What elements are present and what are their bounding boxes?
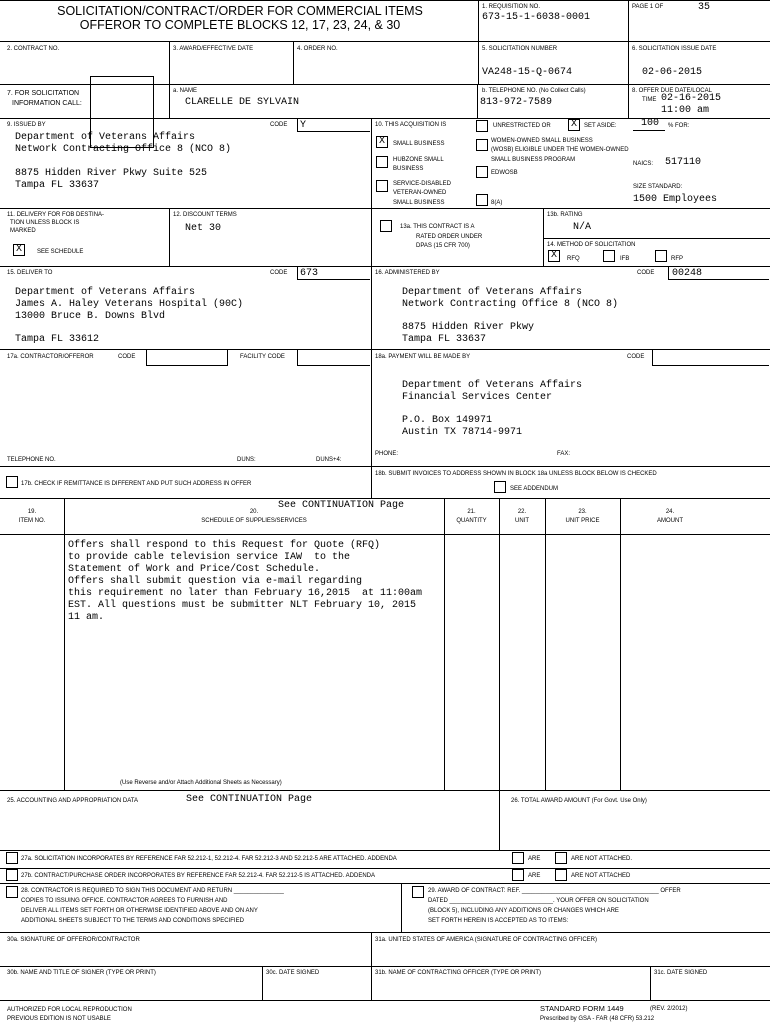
block-29-line-3: (BLOCK 5), INCLUDING ANY ADDITIONS OR CHANGES WHICH ARE <box>428 908 619 914</box>
unit-price-num: 23. <box>578 509 587 515</box>
rfp-label: RFP <box>671 256 683 262</box>
schedule-label: SCHEDULE OF SUPPLIES/SERVICES <box>201 518 307 524</box>
issued-by-label: 9. ISSUED BY <box>7 122 46 128</box>
issue-date-value[interactable]: 02-06-2015 <box>642 67 703 78</box>
sdvosb-label-1: SERVICE-DISABLED <box>393 181 451 187</box>
percent-for-label: % FOR: <box>668 123 690 129</box>
set-aside-percent: 100 <box>641 118 660 129</box>
sdvosb-label-2: VETERAN-OWNED <box>393 190 447 196</box>
schedule-line: to provide cable television service IAW to the <box>68 552 351 563</box>
admin-code-value: 00248 <box>672 268 703 279</box>
clause-27a-checkbox[interactable] <box>6 852 18 864</box>
clause-27b-are: ARE <box>528 873 541 879</box>
telephone-value[interactable]: 813-972-7589 <box>480 97 553 108</box>
total-award-label: 26. TOTAL AWARD AMOUNT (For Govt. Use Only) <box>511 798 647 804</box>
contract-no-label: 2. CONTRACT NO. <box>7 46 60 52</box>
accounting-value[interactable]: See CONTINUATION Page <box>186 794 313 805</box>
clause-27a-are-not-checkbox[interactable] <box>555 852 567 864</box>
solicitation-number-value[interactable]: VA248-15-Q-0674 <box>482 67 573 78</box>
admin-line-3: 8875 Hidden River Pkwy <box>402 322 535 333</box>
small-business-checkbox[interactable]: X <box>376 136 388 148</box>
block-28-line-2: COPIES TO ISSUING OFFICE. CONTRACTOR AGREES TO FURNISH AND <box>21 898 228 904</box>
hubzone-checkbox[interactable] <box>376 156 388 168</box>
wosb-label-3: SMALL BUSINESS PROGRAM <box>491 157 576 163</box>
remittance-label: 17b. CHECK IF REMITTANCE IS DIFFERENT AND PUT SUCH ADDRESS IN OFFER <box>21 481 252 487</box>
payment-code-field[interactable] <box>652 350 769 366</box>
offer-due-label: 8. OFFER DUE DATE/LOCAL <box>632 88 712 94</box>
unit-num: 22. <box>517 509 527 515</box>
deliver-to-label: 15. DELIVER TO <box>7 270 53 276</box>
sdvosb-label-3: SMALL BUSINESS <box>393 200 445 206</box>
solicitation-info-label-2: INFORMATION CALL: <box>12 100 82 107</box>
deliver-code-value: 673 <box>300 268 319 279</box>
clause-27b-are-checkbox[interactable] <box>512 869 524 881</box>
see-schedule-checkbox[interactable]: X <box>13 244 25 256</box>
payment-line-1: Department of Veterans Affairs <box>402 380 583 391</box>
solicitation-info-label: 7. FOR SOLICITATION <box>7 90 80 97</box>
issued-line-4: Tampa FL 33637 <box>15 180 100 191</box>
rating-label: 13b. RATING <box>547 212 583 218</box>
payment-code-label: CODE <box>627 354 645 360</box>
usa-signature-label: 31a. UNITED STATES OF AMERICA (SIGNATURE OF CONTRACTING OFFICER) <box>375 937 598 943</box>
payment-line-4: Austin TX 78714-9971 <box>402 427 523 438</box>
rating-value[interactable]: N/A <box>573 222 592 233</box>
edwosb-checkbox[interactable] <box>476 166 488 178</box>
offer-due-time-label: TIME <box>642 97 657 103</box>
admin-code-label: CODE <box>637 270 655 276</box>
method-label: 14. METHOD OF SOLICITATION <box>547 242 636 248</box>
page-label: PAGE 1 OF <box>632 4 664 10</box>
wosb-label-1: WOMEN-OWNED SMALL BUSINESS <box>491 138 593 144</box>
size-standard-label: SIZE STANDARD: <box>633 184 683 190</box>
issued-line-3: 8875 Hidden River Pkwy Suite 525 <box>15 168 208 179</box>
issued-code-label: CODE <box>270 122 288 128</box>
issued-code-field[interactable] <box>297 119 370 132</box>
block-29-line-4: SET FORTH HEREIN IS ACCEPTED AS TO ITEMS: <box>428 918 569 924</box>
schedule-continuation: See CONTINUATION Page <box>278 500 405 511</box>
deliver-code-label: CODE <box>270 270 288 276</box>
rated-order-label-2: RATED ORDER UNDER <box>416 234 483 240</box>
schedule-line: Offers shall respond to this Request for Quote (RFQ) <box>68 540 381 551</box>
clause-27b-are-not: ARE NOT ATTACHED <box>571 873 631 879</box>
schedule-line: Statement of Work and Price/Cost Schedule. <box>68 564 321 575</box>
clause-27b-are-not-checkbox[interactable] <box>555 869 567 881</box>
acquisition-label: 10. THIS ACQUISITION IS <box>375 122 447 128</box>
wosb-checkbox[interactable] <box>476 139 488 151</box>
issued-line-2: Network Contracting Office 8 (NCO 8) <box>15 144 232 155</box>
schedule-text <box>68 540 422 624</box>
remittance-checkbox[interactable] <box>6 476 18 488</box>
footer-authorized: AUTHORIZED FOR LOCAL REPRODUCTION <box>7 1007 132 1013</box>
contractor-telephone-label: TELEPHONE NO. <box>7 457 56 463</box>
footer-previous-edition: PREVIOUS EDITION IS NOT USABLE <box>7 1016 111 1022</box>
issued-line-1: Department of Veterans Affairs <box>15 132 196 143</box>
addendum-label: SEE ADDENDUM <box>510 486 559 492</box>
submit-invoices-label: 18b. SUBMIT INVOICES TO ADDRESS SHOWN IN BLOCK 18a UNLESS BLOCK BELOW IS CHECKED <box>375 471 657 477</box>
ifb-checkbox[interactable] <box>603 250 615 262</box>
ifb-label: IFB <box>620 256 630 262</box>
requisition-value[interactable]: 673-15-1-6038-0001 <box>482 12 591 23</box>
award-date-label: 3. AWARD/EFFECTIVE DATE <box>173 46 254 52</box>
payment-label: 18a. PAYMENT WILL BE MADE BY <box>375 354 471 360</box>
rfq-label: RFQ <box>567 256 580 262</box>
deliver-line-3: 13000 Bruce B. Downs Blvd <box>15 311 166 322</box>
naics-label: NAICS: <box>633 161 654 167</box>
rfp-checkbox[interactable] <box>655 250 667 262</box>
clause-27a-are-not: ARE NOT ATTACHED. <box>571 856 633 862</box>
clause-27a-are: ARE <box>528 856 541 862</box>
footer-prescribed: Prescribed by GSA - FAR (48 CFR) 53.212 <box>540 1016 655 1022</box>
rated-order-label-3: DPAS (15 CFR 700) <box>416 243 470 249</box>
schedule-footnote: (Use Reverse and/or Attach Additional Sheets as Necessary) <box>120 780 282 786</box>
small-business-label: SMALL BUSINESS <box>393 141 445 147</box>
delivery-label-2: TION UNLESS BLOCK IS <box>10 220 80 226</box>
administered-by-label: 16. ADMINISTERED BY <box>375 270 440 276</box>
contractor-code-field[interactable] <box>146 350 228 366</box>
quantity-num: 21. <box>467 509 476 515</box>
duns-plus-label: DUNS+4: <box>316 457 342 463</box>
duns-label: DUNS: <box>237 457 256 463</box>
clause-27b-label: 27b. CONTRACT/PURCHASE ORDER INCORPORATES BY REFERENCE FAR 52.212-4. FAR 52.212-5 IS ATTACHED. ADDENDA <box>21 873 375 879</box>
signer-name-label: 30b. NAME AND TITLE OF SIGNER (TYPE OR PRINT) <box>7 970 156 976</box>
set-aside-label: SET ASIDE: <box>584 123 617 129</box>
size-standard-value[interactable]: 1500 Employees <box>633 194 718 205</box>
delivery-label-1: 11. DELIVERY FOR FOB DESTINA- <box>7 212 105 218</box>
deliver-line-1: Department of Veterans Affairs <box>15 287 196 298</box>
item-no-label: ITEM NO. <box>18 518 46 524</box>
naics-value[interactable]: 517110 <box>665 157 702 168</box>
solicitation-number-label: 5. SOLICITATION NUMBER <box>482 46 558 52</box>
unit-price-label: UNIT PRICE <box>565 518 600 524</box>
schedule-line: EST. All questions must be submitter NLT February 10, 2015 <box>68 600 417 611</box>
offeror-date-label: 30c. DATE SIGNED <box>266 970 320 976</box>
block-29-line-2: DATED _______________________________. YOUR OFFER ON SOLICITATION <box>428 898 649 904</box>
quantity-label: QUANTITY <box>456 518 487 524</box>
offer-due-time[interactable]: 11:00 am <box>661 105 710 116</box>
discount-terms-label: 12. DISCOUNT TERMS <box>173 212 237 218</box>
sdvosb-checkbox[interactable] <box>376 180 388 192</box>
admin-line-1: Department of Veterans Affairs <box>402 287 583 298</box>
unrestricted-checkbox[interactable] <box>476 120 488 132</box>
facility-code-label: FACILITY CODE <box>240 354 285 360</box>
deliver-line-4: Tampa FL 33612 <box>15 334 100 345</box>
officer-date-label: 31c. DATE SIGNED <box>654 970 708 976</box>
contractor-code-label: CODE <box>118 354 136 360</box>
form-subtitle: OFFEROR TO COMPLETE BLOCKS 12, 17, 23, 24, & 30 <box>79 18 401 32</box>
rated-order-label-1: 13a. THIS CONTRACT IS A <box>400 224 475 230</box>
edwosb-label: EDWOSB <box>491 170 518 176</box>
block-28-line-1: 28. CONTRACTOR IS REQUIRED TO SIGN THIS DOCUMENT AND RETURN _______________ <box>21 888 284 894</box>
set-aside-checkbox[interactable]: X <box>568 119 580 131</box>
hubzone-label-1: HUBZONE SMALL <box>393 157 444 163</box>
offer-due-date[interactable]: 02-16-2015 <box>661 93 722 104</box>
amount-num: 24. <box>665 509 675 515</box>
addendum-checkbox[interactable] <box>494 481 506 493</box>
eight-a-checkbox[interactable] <box>476 194 488 206</box>
payment-phone-label: PHONE: <box>375 451 399 457</box>
block-28-checkbox[interactable] <box>6 886 18 898</box>
clause-27a-are-checkbox[interactable] <box>512 852 524 864</box>
unrestricted-label: UNRESTRICTED OR <box>493 123 551 129</box>
accounting-label: 25. ACCOUNTING AND APPROPRIATION DATA <box>7 798 139 804</box>
admin-line-4: Tampa FL 33637 <box>402 334 487 345</box>
eight-a-label: 8(A) <box>491 200 503 206</box>
rfq-checkbox[interactable]: X <box>548 250 560 262</box>
amount-label: AMOUNT <box>657 518 683 524</box>
facility-code-field[interactable] <box>297 350 370 366</box>
issued-code-value: Y <box>300 120 307 131</box>
issue-date-label: 6. SOLICITATION ISSUE DATE <box>632 46 717 52</box>
clause-27b-checkbox[interactable] <box>6 869 18 881</box>
form-title: SOLICITATION/CONTRACT/ORDER FOR COMMERCIAL ITEMS <box>57 4 423 18</box>
item-no-num: 19. <box>27 509 37 515</box>
officer-name-label: 31b. NAME OF CONTRACTING OFFICER (TYPE OR PRINT) <box>375 970 542 976</box>
contact-name-value[interactable]: CLARELLE DE SYLVAIN <box>185 97 300 108</box>
schedule-line: Offers shall submit question via e-mail regarding <box>68 576 363 587</box>
block-29-checkbox[interactable] <box>412 886 424 898</box>
admin-line-2: Network Contracting Office 8 (NCO 8) <box>402 299 619 310</box>
payment-fax-label: FAX: <box>557 451 571 457</box>
wosb-label-2: (WOSB) ELIGIBLE UNDER THE WOMEN-OWNED <box>491 147 629 153</box>
deliver-line-2: James A. Haley Veterans Hospital (90C) <box>15 299 244 310</box>
hubzone-label-2: BUSINESS <box>393 166 424 172</box>
block-28-line-3: DELIVER ALL ITEMS SET FORTH OR OTHERWISE IDENTIFIED ABOVE AND ON ANY <box>21 908 258 914</box>
footer-form-name: STANDARD FORM 1449 <box>540 1004 624 1013</box>
contractor-label: 17a. CONTRACTOR/OFFEROR <box>7 354 94 360</box>
block-28-line-4: ADDITIONAL SHEETS SUBJECT TO THE TERMS AND CONDITIONS SPECIFIED <box>21 918 244 924</box>
delivery-label-3: MARKED <box>10 228 36 234</box>
rated-order-checkbox[interactable] <box>380 220 392 232</box>
schedule-line: this requirement no later than February 16,2015 at 11:00am <box>68 588 423 599</box>
schedule-num: 20. <box>249 509 259 515</box>
see-schedule-label: SEE SCHEDULE <box>37 249 84 255</box>
page-total: 35 <box>698 2 711 13</box>
payment-line-2: Financial Services Center <box>402 392 553 403</box>
schedule-line: 11 am. <box>68 612 105 623</box>
unit-label: UNIT <box>515 518 529 524</box>
requisition-label: 1. REQUISITION NO. <box>482 4 541 10</box>
block-29-line-1: 29. AWARD OF CONTRACT: REF. _________________________________________ OFFER <box>428 888 681 894</box>
footer-revision: (REV. 2/2012) <box>650 1006 688 1012</box>
discount-terms-value[interactable]: Net 30 <box>185 223 222 234</box>
telephone-label: b. TELEPHONE NO. (No Collect Calls) <box>482 88 586 94</box>
contact-name-label: a. NAME <box>173 88 198 94</box>
order-no-label: 4. ORDER NO. <box>297 46 338 52</box>
payment-line-3: P.O. Box 149971 <box>402 415 493 426</box>
clause-27a-label: 27a. SOLICITATION INCORPORATES BY REFERENCE FAR 52.212-1, 52.212-4. FAR 52.212-3 AND 52.212-5 ARE ATTACHED. ADDENDA <box>21 856 397 862</box>
offeror-signature-label: 30a. SIGNATURE OF OFFEROR/CONTRACTOR <box>7 937 140 943</box>
